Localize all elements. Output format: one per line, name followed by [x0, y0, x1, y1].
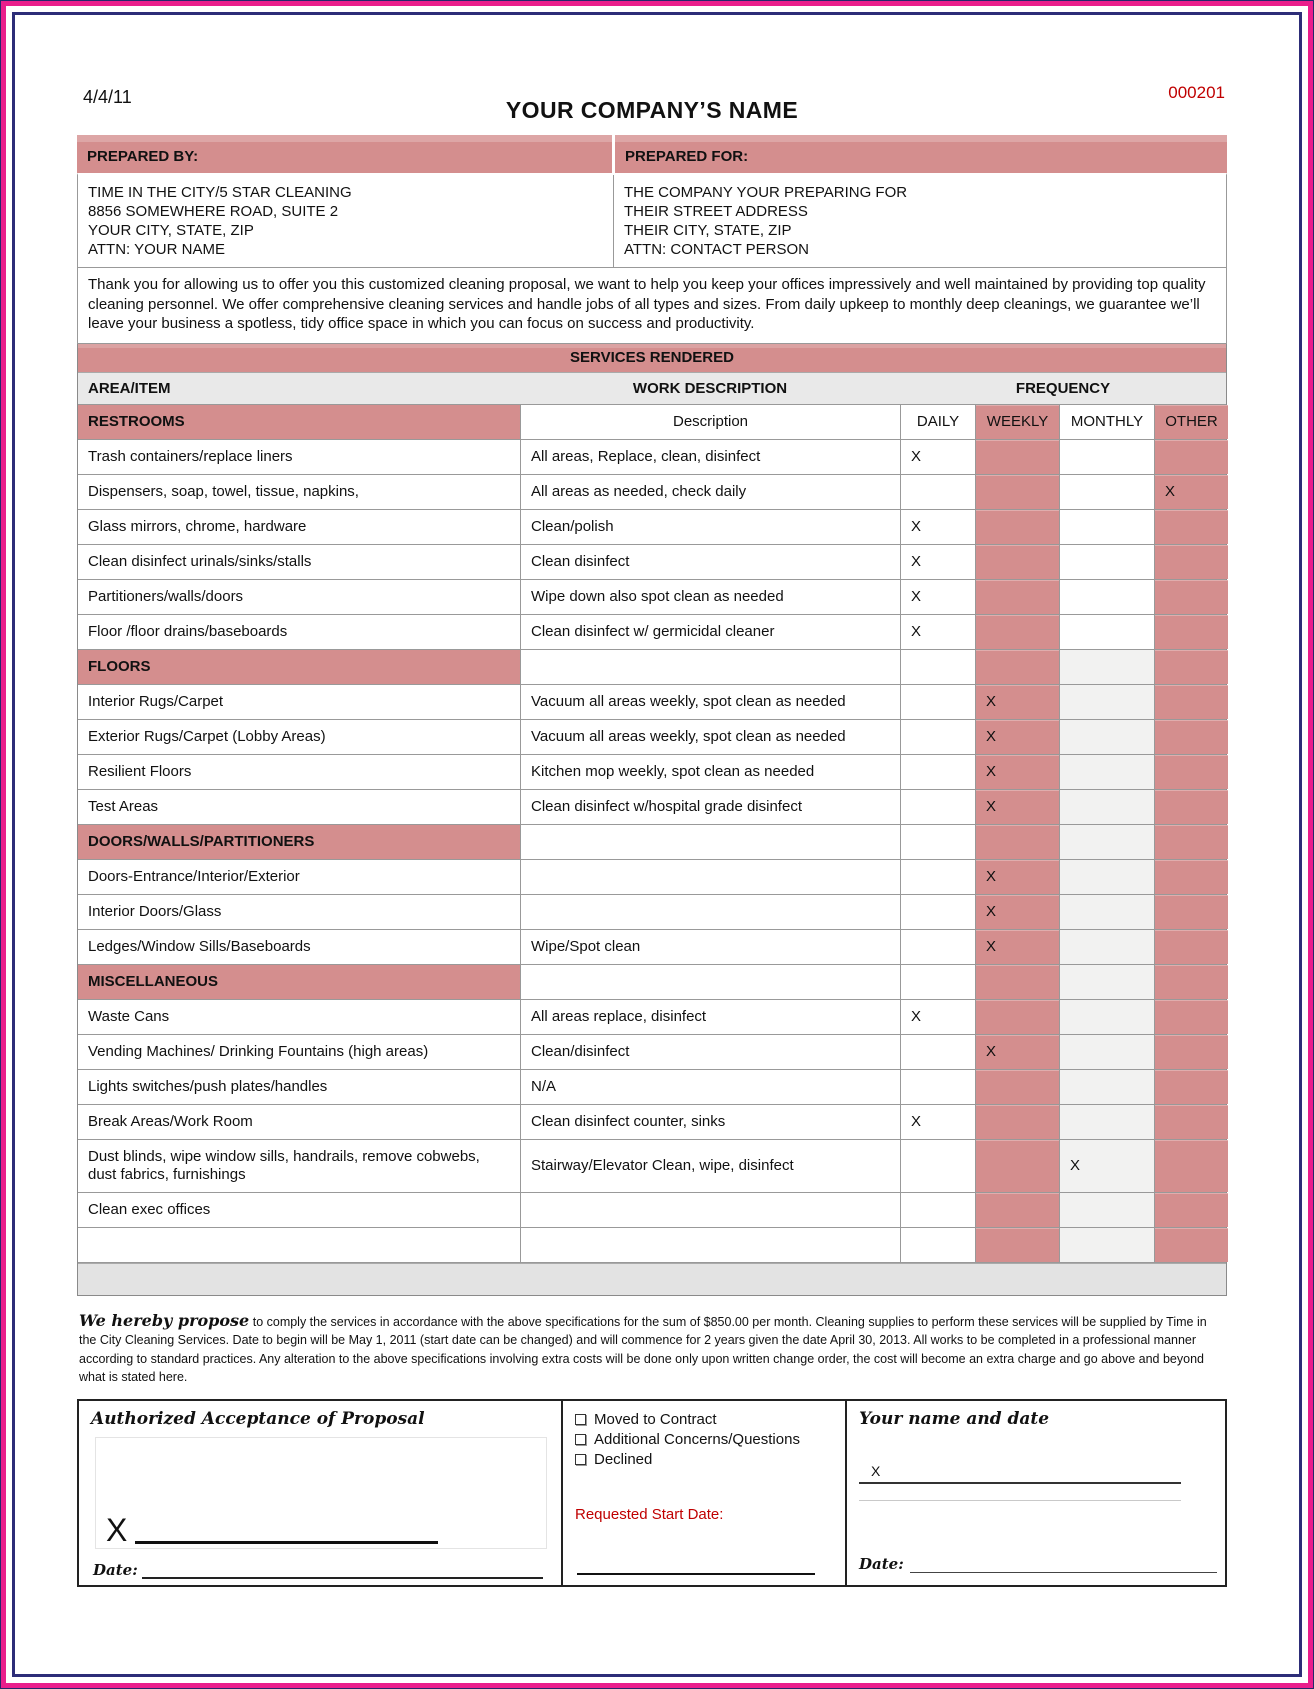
weekly-cell: X [975, 685, 1059, 719]
table-row [78, 545, 1226, 580]
work-description-cell: Clean/disinfect [520, 1035, 900, 1069]
monthly-cell [1059, 615, 1154, 649]
table-row [78, 475, 1226, 510]
monthly-cell [1059, 1105, 1154, 1139]
prepared-by-header: PREPARED BY: [77, 135, 612, 173]
weekly-cell [975, 1193, 1059, 1227]
daily-cell [900, 790, 975, 824]
date-label: Date: [859, 1554, 904, 1573]
area-item-cell: Interior Rugs/Carpet [88, 692, 224, 710]
other-cell [1154, 860, 1228, 894]
right-date-row [859, 1555, 1217, 1573]
weekly-cell [975, 965, 1059, 999]
daily-cell [900, 685, 975, 719]
daily-cell [900, 1193, 975, 1227]
area-item-cell: Trash containers/replace liners [88, 447, 293, 465]
work-description-cell: Stairway/Elevator Clean, wipe, disinfect [520, 1140, 900, 1192]
daily-cell: X [900, 440, 975, 474]
work-description-cell: Wipe down also spot clean as needed [520, 580, 900, 614]
address-line: TIME IN THE CITY/5 STAR CLEANING [88, 184, 352, 201]
other-cell [1154, 1193, 1228, 1227]
area-item-cell: Interior Doors/Glass [88, 902, 222, 920]
other-cell [1154, 1140, 1228, 1192]
table-row [78, 510, 1226, 545]
table-row [78, 685, 1226, 720]
table-row [78, 1193, 1226, 1228]
weekly-cell: X [975, 930, 1059, 964]
weekly-cell: X [975, 720, 1059, 754]
daily-cell [900, 930, 975, 964]
monthly-cell [1059, 755, 1154, 789]
weekly-cell [975, 1070, 1059, 1104]
monthly-cell [1059, 720, 1154, 754]
daily-cell: X [900, 545, 975, 579]
monthly-cell [1059, 1193, 1154, 1227]
weekly-cell [975, 510, 1059, 544]
daily-cell [900, 1228, 975, 1262]
table-row [78, 580, 1226, 615]
area-item-cell: Waste Cans [88, 1007, 170, 1025]
table-row [78, 1000, 1226, 1035]
area-item-cell: Clean exec offices [88, 1200, 211, 1218]
monthly-subheader: MONTHLY [1059, 405, 1154, 439]
checkbox-icon[interactable] [575, 1454, 586, 1465]
area-item-cell: Break Areas/Work Room [88, 1112, 253, 1130]
daily-cell: X [900, 615, 975, 649]
work-description-cell: All areas, Replace, clean, disinfect [520, 440, 900, 474]
section-header-row [78, 650, 1226, 685]
weekly-subheader: WEEKLY [975, 405, 1059, 439]
description-subheader: Description [520, 405, 900, 439]
daily-cell [900, 825, 975, 859]
daily-cell [900, 1070, 975, 1104]
area-item-cell: Vending Machines/ Drinking Fountains (high areas) [88, 1042, 429, 1060]
weekly-cell: X [975, 790, 1059, 824]
work-description-cell: Clean/polish [520, 510, 900, 544]
address-line: YOUR CITY, STATE, ZIP [88, 222, 254, 239]
area-item-cell: Dispensers, soap, towel, tissue, napkins, [88, 482, 359, 500]
proposal-paragraph [79, 1312, 1225, 1387]
daily-cell: X [900, 1105, 975, 1139]
work-description-cell: Clean disinfect [520, 545, 900, 579]
daily-cell [900, 895, 975, 929]
other-cell [1154, 1228, 1228, 1262]
weekly-cell: X [975, 755, 1059, 789]
daily-cell [900, 475, 975, 509]
weekly-cell [975, 615, 1059, 649]
options-cell [561, 1401, 845, 1587]
work-description-cell: Vacuum all areas weekly, spot clean as needed [520, 720, 900, 754]
proposal-lead: We hereby propose [79, 1310, 250, 1330]
left-date-row [93, 1561, 543, 1579]
table-row [78, 440, 1226, 475]
requested-start-date-label: Requested Start Date: [575, 1505, 724, 1523]
table-row [78, 755, 1226, 790]
other-cell [1154, 825, 1228, 859]
section-header-row [78, 965, 1226, 1000]
weekly-cell [975, 650, 1059, 684]
table-row [78, 1105, 1226, 1140]
navy-frame [12, 12, 1302, 1677]
address-line: 8856 SOMEWHERE ROAD, SUITE 2 [88, 203, 339, 220]
table-row [78, 860, 1226, 895]
page-content [15, 15, 1299, 1674]
other-cell [1154, 895, 1228, 929]
date-line[interactable] [142, 1577, 543, 1579]
address-line: ATTN: CONTACT PERSON [624, 241, 810, 258]
section-header-row-restrooms [78, 405, 1226, 440]
table-rows [78, 440, 1226, 1263]
area-item-cell [78, 1228, 520, 1262]
address-line: THEIR STREET ADDRESS [624, 203, 808, 220]
daily-cell: X [900, 510, 975, 544]
monthly-cell [1059, 1228, 1154, 1262]
table-row [78, 790, 1226, 825]
prepared-for-header: PREPARED FOR: [615, 135, 1227, 173]
monthly-cell [1059, 895, 1154, 929]
area-item-cell: Clean disinfect urinals/sinks/stalls [88, 552, 312, 570]
other-subheader: OTHER [1154, 405, 1228, 439]
daily-cell [900, 965, 975, 999]
weekly-cell [975, 1228, 1059, 1262]
area-item-cell: MISCELLANEOUS [78, 965, 520, 999]
work-description-cell [520, 895, 900, 929]
area-item-cell: Floor /floor drains/baseboards [88, 622, 288, 640]
other-cell [1154, 650, 1228, 684]
other-cell [1154, 1000, 1228, 1034]
white-gap-frame [6, 6, 1308, 1683]
col-header-area-item: AREA/ITEM [88, 379, 171, 397]
checkbox-icon[interactable] [575, 1434, 586, 1445]
your-name-date-cell [845, 1401, 1229, 1587]
table-column-headers [78, 372, 1226, 405]
table-row [78, 1070, 1226, 1105]
weekly-cell [975, 440, 1059, 474]
prepared-for-address [613, 175, 1228, 267]
work-description-cell [520, 1193, 900, 1227]
work-description-cell [520, 650, 900, 684]
area-item-cell: Lights switches/push plates/handles [88, 1077, 328, 1095]
weekly-cell: X [975, 1035, 1059, 1069]
other-cell [1154, 615, 1228, 649]
signature-line[interactable] [106, 1511, 438, 1548]
work-description-cell: Clean disinfect counter, sinks [520, 1105, 900, 1139]
work-description-cell: All areas as needed, check daily [520, 475, 900, 509]
monthly-cell [1059, 930, 1154, 964]
work-description-cell [520, 965, 900, 999]
work-description-cell: Vacuum all areas weekly, spot clean as needed [520, 685, 900, 719]
weekly-cell [975, 545, 1059, 579]
table-row [78, 895, 1226, 930]
other-cell [1154, 685, 1228, 719]
start-date-line[interactable] [577, 1573, 815, 1575]
area-item-cell: FLOORS [78, 650, 520, 684]
address-line: THE COMPANY YOUR PREPARING FOR [624, 184, 908, 201]
signature-underline[interactable] [135, 1541, 438, 1544]
proposal-body: to comply the services in accordance with the above specifications for the sum of $850.00 per month. Cleaning supplies to perform these services will be supplied by Time in the City Cleaning Services. Date to begin will be May 1, 2011 (start date can be changed) and will commence for 2 years given the date April 30, 2013. All works to be completed in a professional manner according to standard practices. Any alteration to the above specifications involving extra costs will be done only upon written change order, the cost will become an extra charge and go above and beyond what is stated here. [79, 1314, 1207, 1384]
document-date: 4/4/11 [83, 87, 132, 107]
daily-cell [900, 650, 975, 684]
name-x-mark[interactable]: X [871, 1462, 881, 1479]
monthly-cell [1059, 685, 1154, 719]
weekly-cell [975, 1000, 1059, 1034]
other-cell [1154, 510, 1228, 544]
area-item-cell: Ledges/Window Sills/Baseboards [88, 937, 311, 955]
work-description-cell: All areas replace, disinfect [520, 1000, 900, 1034]
services-rendered-header: SERVICES RENDERED [78, 344, 1226, 372]
other-cell [1154, 790, 1228, 824]
col-header-frequency: FREQUENCY [1015, 379, 1111, 397]
work-description-cell: Clean disinfect w/hospital grade disinfect [520, 790, 900, 824]
table-row [78, 930, 1226, 965]
table-row [78, 1140, 1226, 1193]
secondary-line [859, 1500, 1181, 1501]
daily-cell [900, 1140, 975, 1192]
weekly-cell [975, 1105, 1059, 1139]
work-description-cell: N/A [520, 1070, 900, 1104]
area-item-cell: Test Areas [88, 797, 159, 815]
weekly-cell: X [975, 895, 1059, 929]
monthly-cell [1059, 1035, 1154, 1069]
other-cell [1154, 545, 1228, 579]
other-cell [1154, 1070, 1228, 1104]
work-description-cell [520, 825, 900, 859]
area-item-cell: Glass mirrors, chrome, hardware [88, 517, 307, 535]
col-header-work-description: WORK DESCRIPTION [632, 379, 788, 397]
other-cell [1154, 1105, 1228, 1139]
area-item-cell: Doors-Entrance/Interior/Exterior [88, 867, 300, 885]
other-cell [1154, 720, 1228, 754]
area-item-cell: Resilient Floors [88, 762, 192, 780]
work-description-cell: Kitchen mop weekly, spot clean as needed [520, 755, 900, 789]
other-cell [1154, 580, 1228, 614]
page-title: YOUR COMPANY’S NAME [505, 97, 799, 123]
monthly-cell: X [1059, 1140, 1154, 1192]
acceptance-section [77, 1399, 1227, 1587]
table-row [78, 615, 1226, 650]
option-moved-to-contract[interactable] [575, 1411, 833, 1428]
daily-cell [900, 755, 975, 789]
daily-cell [900, 1035, 975, 1069]
table-row [78, 1228, 1226, 1263]
option-label: Additional Concerns/Questions [594, 1430, 800, 1448]
monthly-cell [1059, 510, 1154, 544]
weekly-cell [975, 1140, 1059, 1192]
weekly-cell [975, 580, 1059, 614]
monthly-cell [1059, 790, 1154, 824]
monthly-cell [1059, 475, 1154, 509]
monthly-cell [1059, 860, 1154, 894]
daily-cell [900, 720, 975, 754]
other-cell [1154, 440, 1228, 474]
your-name-date-title: Your name and date [859, 1408, 1050, 1429]
monthly-cell [1059, 965, 1154, 999]
area-item-cell: Partitioners/walls/doors [88, 587, 244, 605]
monthly-cell [1059, 1000, 1154, 1034]
monthly-cell [1059, 650, 1154, 684]
option-declined[interactable] [575, 1451, 833, 1468]
signature-area[interactable] [95, 1437, 547, 1549]
work-description-cell: Wipe/Spot clean [520, 930, 900, 964]
authorized-acceptance-title: Authorized Acceptance of Proposal [91, 1408, 425, 1429]
document-number: 000201 [1168, 83, 1225, 102]
weekly-cell: X [975, 860, 1059, 894]
daily-cell: X [900, 580, 975, 614]
daily-cell: X [900, 1000, 975, 1034]
prepared-address-row [77, 173, 1227, 268]
option-label: Declined [594, 1450, 653, 1468]
area-item-cell: DOORS/WALLS/PARTITIONERS [78, 825, 520, 859]
monthly-cell [1059, 440, 1154, 474]
section-label: RESTROOMS [78, 405, 520, 439]
services-table [77, 344, 1227, 1296]
signature-x-mark[interactable]: X [106, 1511, 128, 1548]
table-row [78, 720, 1226, 755]
work-description-cell [520, 860, 900, 894]
option-label: Moved to Contract [594, 1410, 717, 1428]
horizontal-scrollbar[interactable] [78, 1263, 1226, 1295]
other-cell [1154, 755, 1228, 789]
other-cell [1154, 965, 1228, 999]
work-description-cell: Clean disinfect w/ germicidal cleaner [520, 615, 900, 649]
table-row [78, 1035, 1226, 1070]
other-cell [1154, 1035, 1228, 1069]
prepared-header-row [77, 135, 1227, 173]
work-description-cell [520, 1228, 900, 1262]
authorized-acceptance-cell [79, 1401, 561, 1587]
document-header [77, 73, 1227, 135]
name-signature-line[interactable] [859, 1461, 1181, 1484]
address-line: THEIR CITY, STATE, ZIP [624, 222, 792, 239]
other-cell: X [1154, 475, 1228, 509]
area-item-cell: Exterior Rugs/Carpet (Lobby Areas) [88, 727, 326, 745]
daily-cell [900, 860, 975, 894]
intro-paragraph: Thank you for allowing us to offer you this customized cleaning proposal, we want to help you keep your offices impressively and well maintained by providing top quality cleaning personnel. We offer comprehensive cleaning services and handle jobs of all types and sizes. From daily upkeep to monthly deep cleanings, we guarantee we’ll leave your business a spotless, tidy office space in which you can focus on success and productivity. [77, 268, 1227, 344]
weekly-cell [975, 825, 1059, 859]
monthly-cell [1059, 1070, 1154, 1104]
prepared-by-address [78, 175, 613, 267]
date-label: Date: [93, 1560, 138, 1579]
monthly-cell [1059, 545, 1154, 579]
magenta-frame [1, 1, 1313, 1688]
daily-subheader: DAILY [900, 405, 975, 439]
weekly-cell [975, 475, 1059, 509]
option-additional-concerns[interactable] [575, 1431, 833, 1448]
section-header-row [78, 825, 1226, 860]
monthly-cell [1059, 825, 1154, 859]
monthly-cell [1059, 580, 1154, 614]
date-line[interactable] [910, 1572, 1217, 1573]
address-line: ATTN: YOUR NAME [88, 241, 225, 258]
checkbox-icon[interactable] [575, 1414, 586, 1425]
area-item-cell: Dust blinds, wipe window sills, handrails, remove cobwebs, dust fabrics, furnishings [88, 1147, 480, 1183]
other-cell [1154, 930, 1228, 964]
